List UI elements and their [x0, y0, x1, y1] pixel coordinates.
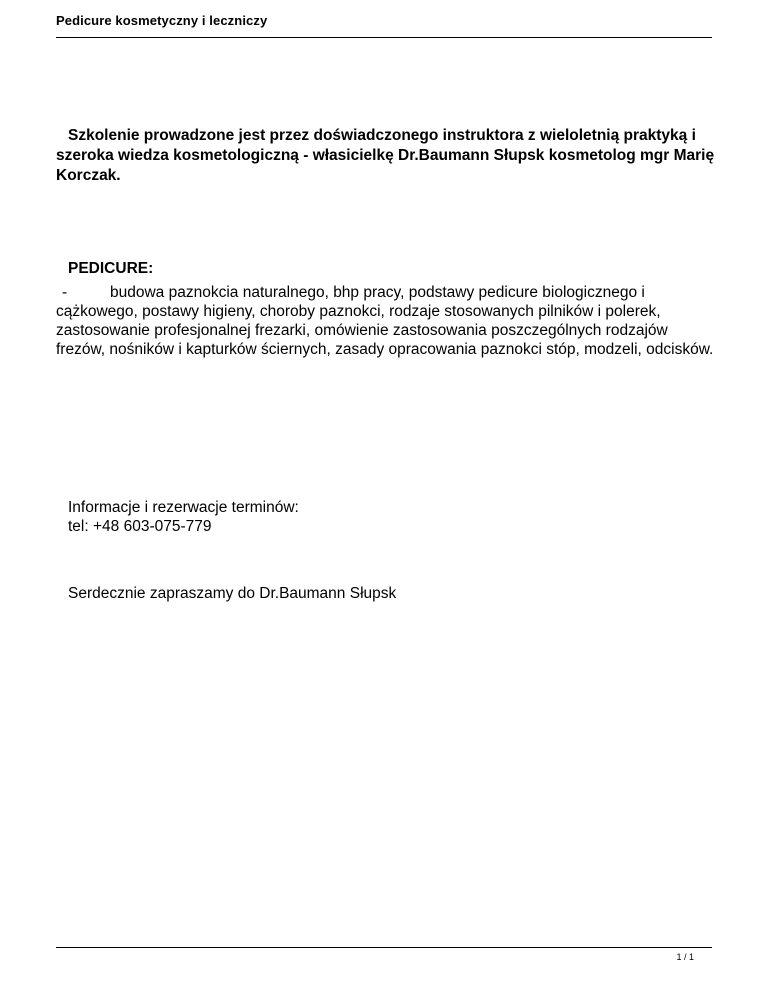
- bullet-marker: -: [62, 284, 68, 301]
- intro-paragraph: [56, 126, 716, 186]
- contact-block: [68, 498, 299, 536]
- pedicure-heading: PEDICURE:: [68, 260, 154, 277]
- page-header: [56, 13, 712, 38]
- page-number: 1 / 1: [676, 952, 694, 962]
- contact-phone: tel: +48 603-075-779: [68, 518, 212, 535]
- page-title: Pedicure kosmetyczny i leczniczy: [56, 13, 268, 28]
- page-footer: [56, 947, 712, 962]
- pedicure-description-text: budowa paznokcia naturalnego, bhp pracy, podstawy pedicure biologicznego i cążkowego, postawy higieny, choroby paznokci, rodzaje stosowanych pilników i polerek, zastosowanie profesjonalnej frezarki, omówienie zastosowania poszczególnych rodzajów frezów, nośników i kapturków ściernych, zasady opracowania paznokci stóp, modzeli, odcisków.: [56, 284, 714, 358]
- pedicure-description: [56, 283, 716, 359]
- invitation-text: Serdecznie zapraszamy do Dr.Baumann Słupsk: [68, 585, 397, 602]
- intro-text: Szkolenie prowadzone jest przez doświadczonego instruktora z wieloletnią praktyką i szeroka wiedza kosmetologiczną - własicielkę Dr.Baumann Słupsk kosmetolog mgr Marię Korczak.: [56, 127, 715, 184]
- contact-info: Informacje i rezerwacje terminów:: [68, 499, 299, 516]
